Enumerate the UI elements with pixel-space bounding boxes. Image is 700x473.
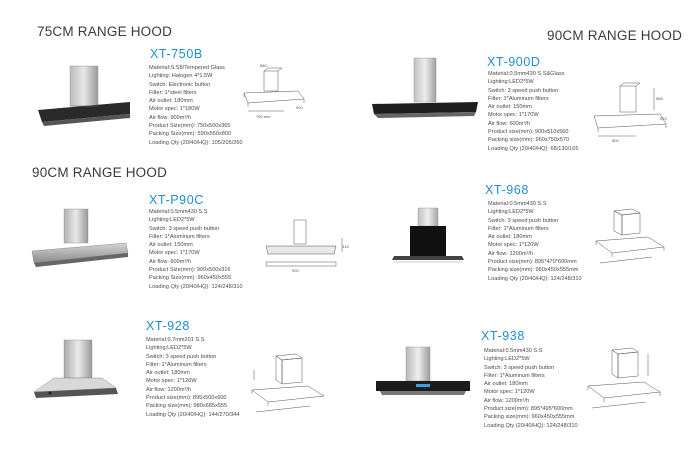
spec-line: Filter: 1*Aluminum filters: [146, 361, 207, 368]
xt968-product-image: [380, 206, 476, 268]
spec-line: Air outlet: 180mm: [484, 381, 528, 388]
dim-label: 500: [296, 105, 303, 110]
xt928-product-image: [30, 338, 130, 404]
xt900d-specs: [488, 70, 579, 153]
spec-line: Air outlet: 180mm: [488, 234, 532, 241]
spec-line: Motor spec: 1*170W: [488, 112, 539, 119]
spec-line: Switch: 3 speed push button: [488, 87, 559, 94]
spec-line: Filter: 1*Aluminum filters: [149, 233, 210, 240]
dim-label: 900: [292, 268, 299, 273]
dim-label: 565: [656, 96, 663, 101]
spec-line: Packing size(mm): 960x450x555mm: [488, 267, 579, 274]
xt938-specs: [484, 347, 578, 430]
spec-line: Product size(mm): 895x500x600: [146, 395, 227, 402]
spec-line: Air outlet: 150mm: [488, 104, 532, 111]
spec-line: Switch: Electronic button: [149, 81, 211, 88]
spec-line: Motor spec: 1*120W: [488, 242, 539, 249]
spec-line: Switch: 3 speed push button: [484, 364, 555, 371]
xt938-product-image: [372, 345, 474, 405]
spec-line: Product Size(mm): 900x500x316: [149, 267, 231, 274]
dim-label: 900: [612, 138, 619, 143]
spec-line: Packing Size(mm): 960x450x555: [149, 275, 232, 282]
xt938-dimension-drawing: [584, 344, 668, 418]
spec-line: Material:0.5mm430 S.S: [484, 348, 543, 354]
spec-line: Lighting:LED2*5W: [484, 356, 530, 363]
xtp90c-model-title: XT-P90C: [149, 193, 204, 207]
spec-line: Material:0.5mm430 S.S: [149, 209, 208, 215]
dim-label: 510: [660, 116, 667, 121]
dim-label: 580: [260, 63, 267, 68]
xt968-specs: [488, 200, 582, 283]
spec-line: Loading Qty (20/40/HQ): 68/130/165: [488, 145, 579, 152]
xt750b-product-image: [36, 62, 132, 130]
spec-line: Lighting: Halogen 4*1.5W: [149, 73, 213, 80]
spec-line: Air outlet: 150mm: [149, 242, 193, 249]
spec-line: Product size(mm): 895*470*600mm: [488, 259, 577, 266]
spec-line: Filter: 1*Aluminum filters: [484, 372, 545, 379]
spec-line: Air flow: 600m³/h: [149, 258, 191, 265]
spec-line: Material:0.5mm430 S.S: [488, 201, 547, 207]
spec-line: Packing size(mm): 980x685x555: [146, 403, 228, 410]
xtp90c-product-image: [30, 207, 130, 267]
spec-line: Material:0.5mm430 S.S&Glass: [488, 71, 565, 77]
spec-line: Lighting:LED2*5W: [488, 79, 534, 86]
spec-line: Loading Qty (20/40/HQ): 124/248/310: [149, 283, 243, 290]
dim-label: 750 mm: [256, 114, 271, 119]
spec-line: Loading Qty (20/40/HQ): 124/248/310: [484, 422, 578, 429]
xt900d-model-title: XT-900D: [487, 55, 541, 69]
xtp90c-specs: [149, 208, 243, 291]
spec-line: Lighting:LED2*5W: [488, 209, 534, 216]
spec-line: Product size(mm): 900x510x560: [488, 129, 569, 136]
section-title-90cm-mid: 90CM RANGE HOOD: [32, 165, 168, 180]
spec-line: Motor spec: 1*120W: [484, 389, 535, 396]
spec-line: Air outlet: 180mm: [149, 98, 193, 105]
spec-line: Motor spec: 1*170W: [149, 250, 200, 257]
spec-line: Lighting:LED2*5W: [146, 345, 192, 352]
spec-line: Loading Qty (20/40/HQ): 144/270/344: [146, 411, 240, 418]
dim-label: 316: [342, 244, 349, 249]
xtp90c-dimension-drawing: [262, 218, 356, 276]
xt900d-product-image: [370, 52, 480, 124]
spec-line: Loading Qty (20/40/HQ): 124/248/310: [488, 275, 582, 282]
spec-line: Air outlet: 180mm: [146, 370, 190, 377]
spec-line: Air flow: 1200m³/h: [484, 397, 530, 404]
spec-line: Motor spec: 1*120W: [146, 378, 197, 385]
spec-line: Product Size(mm): 750x500x365: [149, 123, 231, 130]
spec-line: Switch: 3 speed push button: [149, 225, 220, 232]
spec-line: Filter: 1*steel filters: [149, 89, 197, 96]
spec-line: Lighting:LED2*5W: [149, 217, 195, 224]
spec-line: Air flow: 900m³/h: [149, 114, 191, 121]
spec-line: Filter: 1*Aluminum filters: [488, 95, 549, 102]
spec-line: Air flow: 600m³/h: [488, 120, 530, 127]
spec-line: Air flow: 1200m³/h: [146, 386, 192, 393]
spec-line: Filter: 1*Aluminum filters: [488, 225, 549, 232]
spec-line: Motor spec: 1*180W: [149, 106, 200, 113]
spec-line: Packing size(mm): 960x450x555mm: [484, 414, 575, 421]
spec-line: Packing Size(mm): 590x550x800: [149, 131, 232, 138]
spec-line: Product size(mm): 895*495*600mm: [484, 406, 573, 413]
xt750b-dimension-drawing: [238, 63, 310, 123]
spec-line: Material:0.7mm201 S.S: [146, 337, 205, 343]
xt968-model-title: XT-968: [485, 183, 529, 197]
xt938-model-title: XT-938: [481, 329, 525, 343]
spec-line: Loading Qty (20/40/HQ): 105/205/260: [149, 139, 243, 146]
spec-line: Material:S.S8/Tempered Glass: [149, 65, 225, 71]
spec-line: Air flow: 1200m³/h: [488, 250, 534, 257]
xt900d-dimension-drawing: [590, 80, 670, 146]
xt750b-specs: [149, 64, 243, 147]
xt928-dimension-drawing: [246, 344, 330, 418]
xt928-model-title: XT-928: [146, 319, 190, 333]
section-title-75cm: 75CM RANGE HOOD: [37, 24, 173, 39]
xt928-specs: [146, 336, 240, 419]
section-title-90cm-top: 90CM RANGE HOOD: [547, 28, 683, 43]
spec-line: Switch: 3 speed push button: [146, 353, 217, 360]
spec-line: Packing size(mm): 960x750x570: [488, 137, 570, 144]
xt750b-model-title: XT-750B: [150, 47, 203, 61]
xt968-dimension-drawing: [592, 205, 672, 271]
spec-line: Switch: 3 speed push button: [488, 217, 559, 224]
